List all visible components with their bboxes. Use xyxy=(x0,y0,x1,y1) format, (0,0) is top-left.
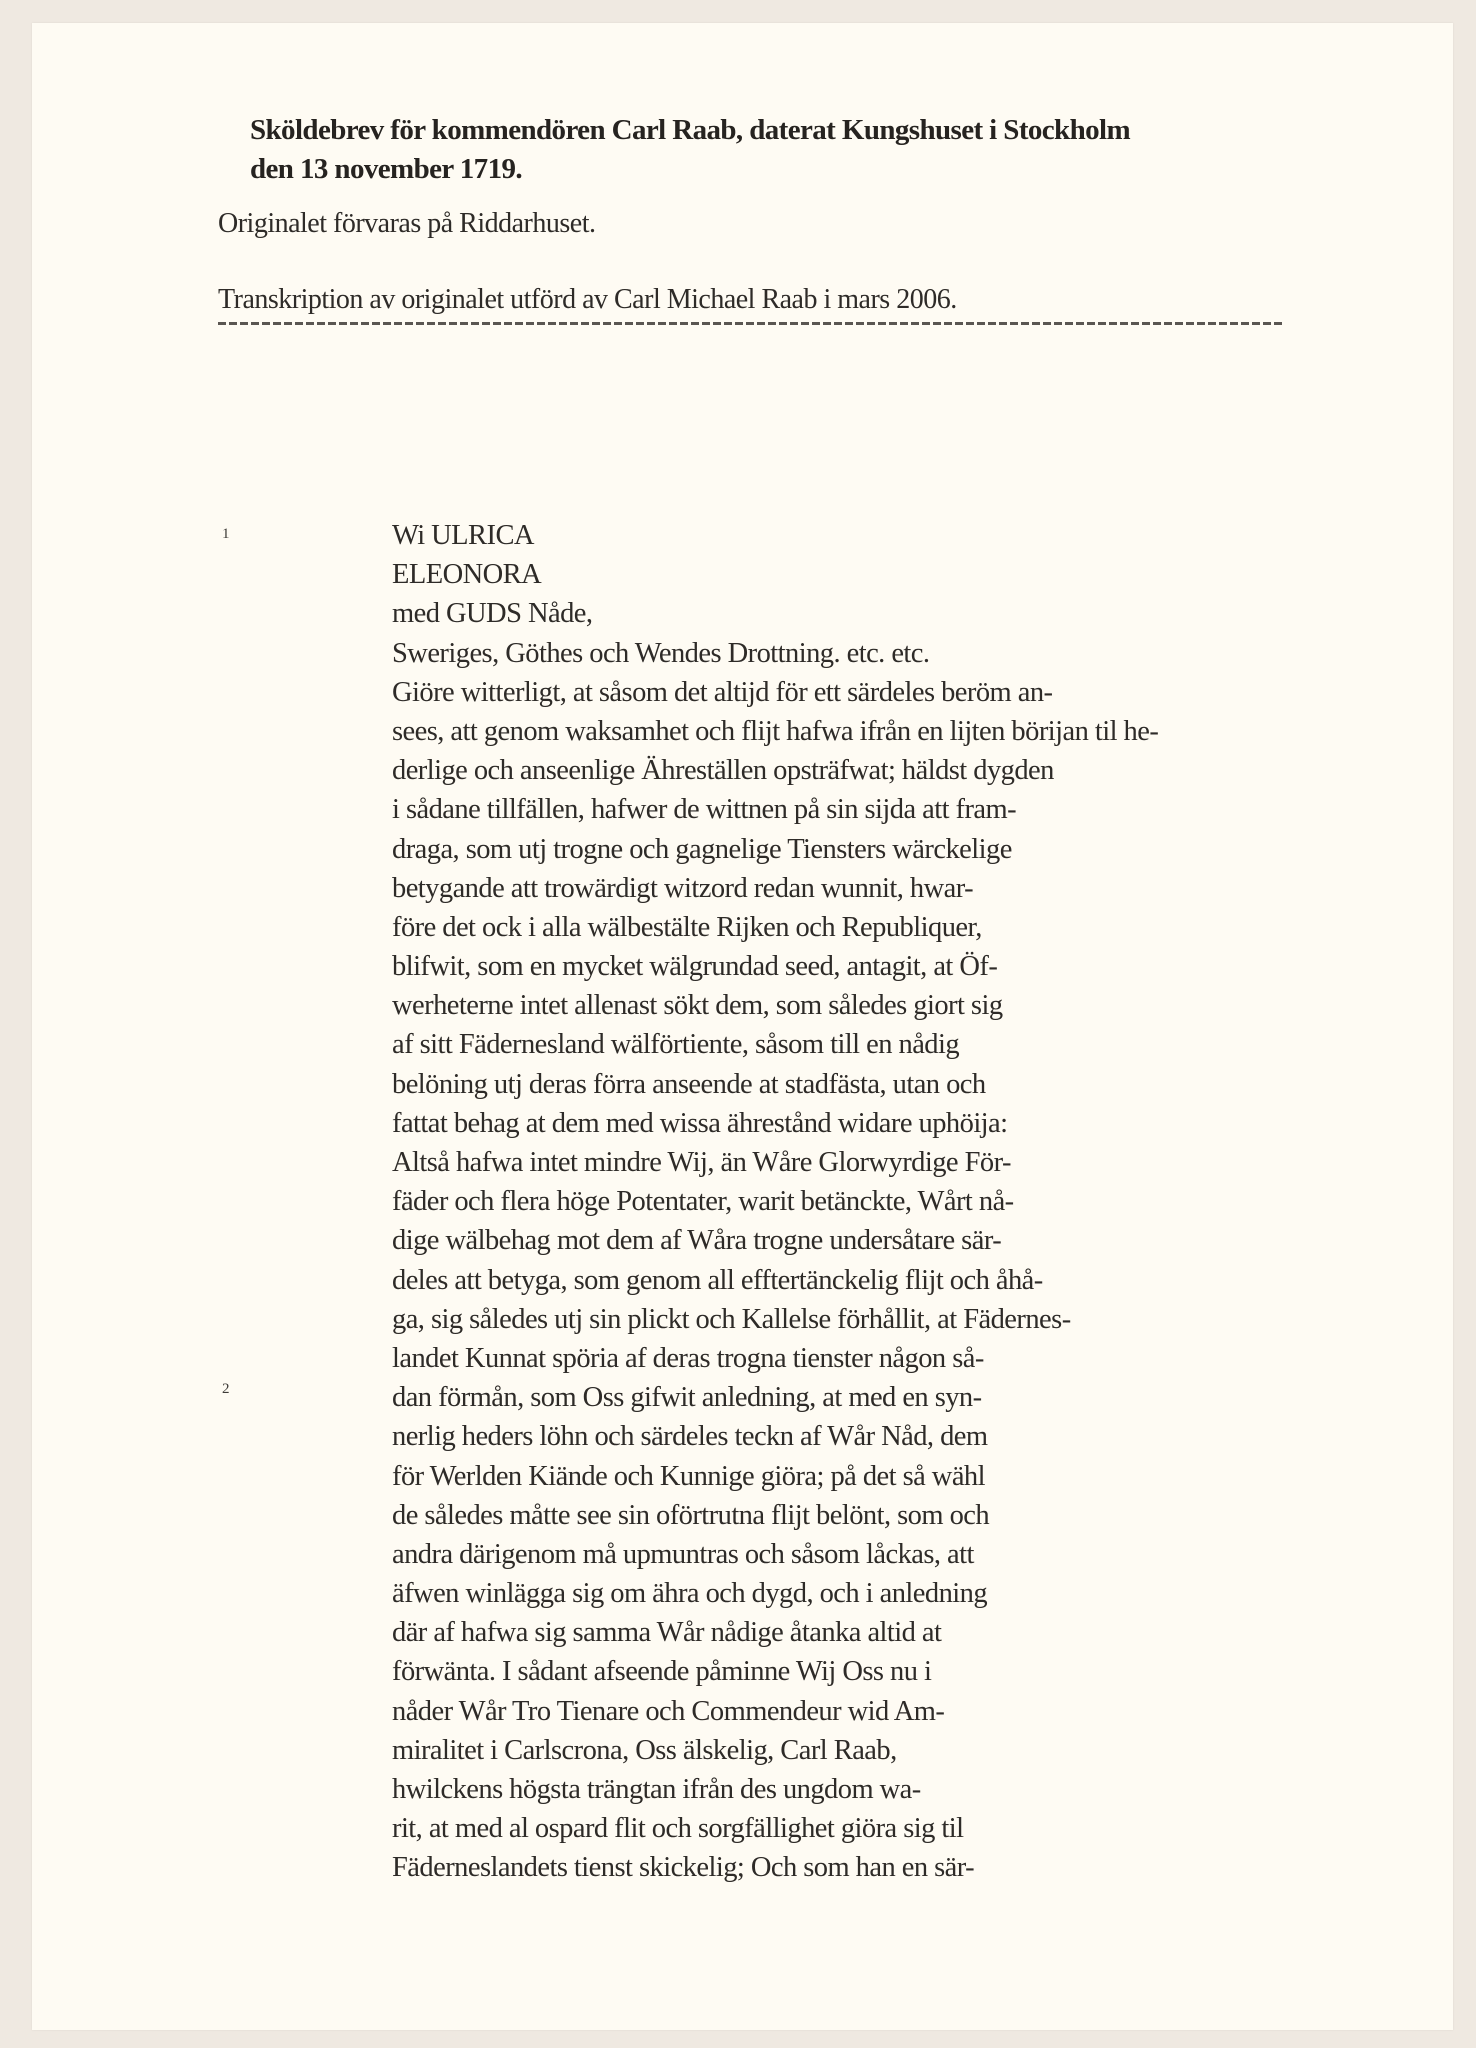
text-line: Wi ULRICA xyxy=(392,520,534,551)
text-line: sees, att genom waksamhet och flijt hafwa ifrån en lijten börijan til he- xyxy=(392,715,1159,747)
text-line: fäder och flera höge Potentater, warit betänckte, Wårt nå- xyxy=(392,1186,1014,1218)
text-line: blifwit, som en mycket wälgrundad seed, antagit, at Öf- xyxy=(392,951,998,983)
title-line-2: den 13 november 1719. xyxy=(250,153,523,185)
text-line: belöning utj deras förra anseende at stadfästa, utan och xyxy=(392,1068,986,1100)
text-line: andra därigenom må upmuntras och såsom låckas, att xyxy=(392,1538,974,1570)
text-line: dan förmån, som Oss gifwit anledning, at med en syn- xyxy=(392,1382,982,1414)
text-line: werheterne intet allenast sökt dem, som således giort sig xyxy=(392,990,1003,1022)
archive-note: Originalet förvaras på Riddarhuset. xyxy=(218,208,596,239)
text-line: Sweriges, Göthes och Wendes Drottning. etc. etc. xyxy=(392,637,930,669)
text-line: för Werlden Kiände och Kunnige giöra; på det så wähl xyxy=(392,1460,986,1492)
text-line: dige wälbehag mot dem af Wåra trogne undersåtare sär- xyxy=(392,1225,1002,1257)
document-title xyxy=(250,111,1390,189)
text-line: miralitet i Carlscrona, Oss älskelig, Carl Raab, xyxy=(392,1734,897,1766)
text-line: ELEONORA xyxy=(392,559,542,591)
text-line: där af hafwa sig samma Wår nådige åtanka altid at xyxy=(392,1617,942,1649)
text-line: fattat behag at dem med wissa ährestånd widare uphöija: xyxy=(392,1107,1008,1139)
text-line: deles att betyga, som genom all efftertänckelig flijt och åhå- xyxy=(392,1264,1043,1296)
transcription-body xyxy=(392,516,1352,1888)
page-marker-2: 2 xyxy=(222,1381,230,1397)
text-line: före det ock i alla wälbestälte Rijken och Republiquer, xyxy=(392,911,982,943)
transcription-note: Transkription av originalet utförd av Carl Michael Raab i mars 2006. xyxy=(218,284,957,315)
text-line: landet Kunnat spöria af deras trogna tienster någon så- xyxy=(392,1342,984,1374)
text-line: de således måtte see sin oförtrutna flijt belönt, som och xyxy=(392,1499,990,1531)
text-line: Fäderneslandets tienst skickelig; Och som han en sär- xyxy=(392,1852,975,1884)
text-line: äfwen winlägga sig om ähra och dygd, och i anledning xyxy=(392,1578,988,1610)
text-line: derlige och anseenlige Ähreställen opsträfwat; häldst dygden xyxy=(392,755,1054,787)
text-line: nerlig heders löhn och särdeles teckn af Wår Nåd, dem xyxy=(392,1421,988,1453)
text-line: rit, at med al ospard flit och sorgfällighet giöra sig til xyxy=(392,1813,964,1845)
text-line: med GUDS Nåde, xyxy=(392,598,593,630)
text-line: af sitt Fädernesland wälförtiente, såsom till en nådig xyxy=(392,1029,960,1061)
title-line-1: Sköldebrev för kommendören Carl Raab, daterat Kungshuset i Stockholm xyxy=(250,114,1131,146)
text-line: draga, som utj trogne och gagnelige Tiensters wärckelige xyxy=(392,833,1012,865)
text-line: förwänta. I sådant afseende påminne Wij Oss nu i xyxy=(392,1656,932,1688)
text-line: hwilckens högsta trängtan ifrån des ungdom wa- xyxy=(392,1774,921,1805)
dashed-separator xyxy=(218,322,1283,325)
text-line: nåder Wår Tro Tienare och Commendeur wid Am- xyxy=(392,1695,945,1727)
text-line: betygande att trowärdigt witzord redan wunnit, hwar- xyxy=(392,872,974,904)
text-line: ga, sig således utj sin plickt och Kallelse förhållit, at Fädernes- xyxy=(392,1303,1071,1335)
text-line: i sådane tillfällen, hafwer de wittnen på sin sijda att fram- xyxy=(392,794,1017,826)
text-line: Altså hafwa intet mindre Wij, än Wåre Glorwyrdige För- xyxy=(392,1147,1011,1178)
page-marker-1: 1 xyxy=(222,526,230,542)
text-line: Giöre witterligt, at såsom det altijd för ett särdeles beröm an- xyxy=(392,676,1053,708)
